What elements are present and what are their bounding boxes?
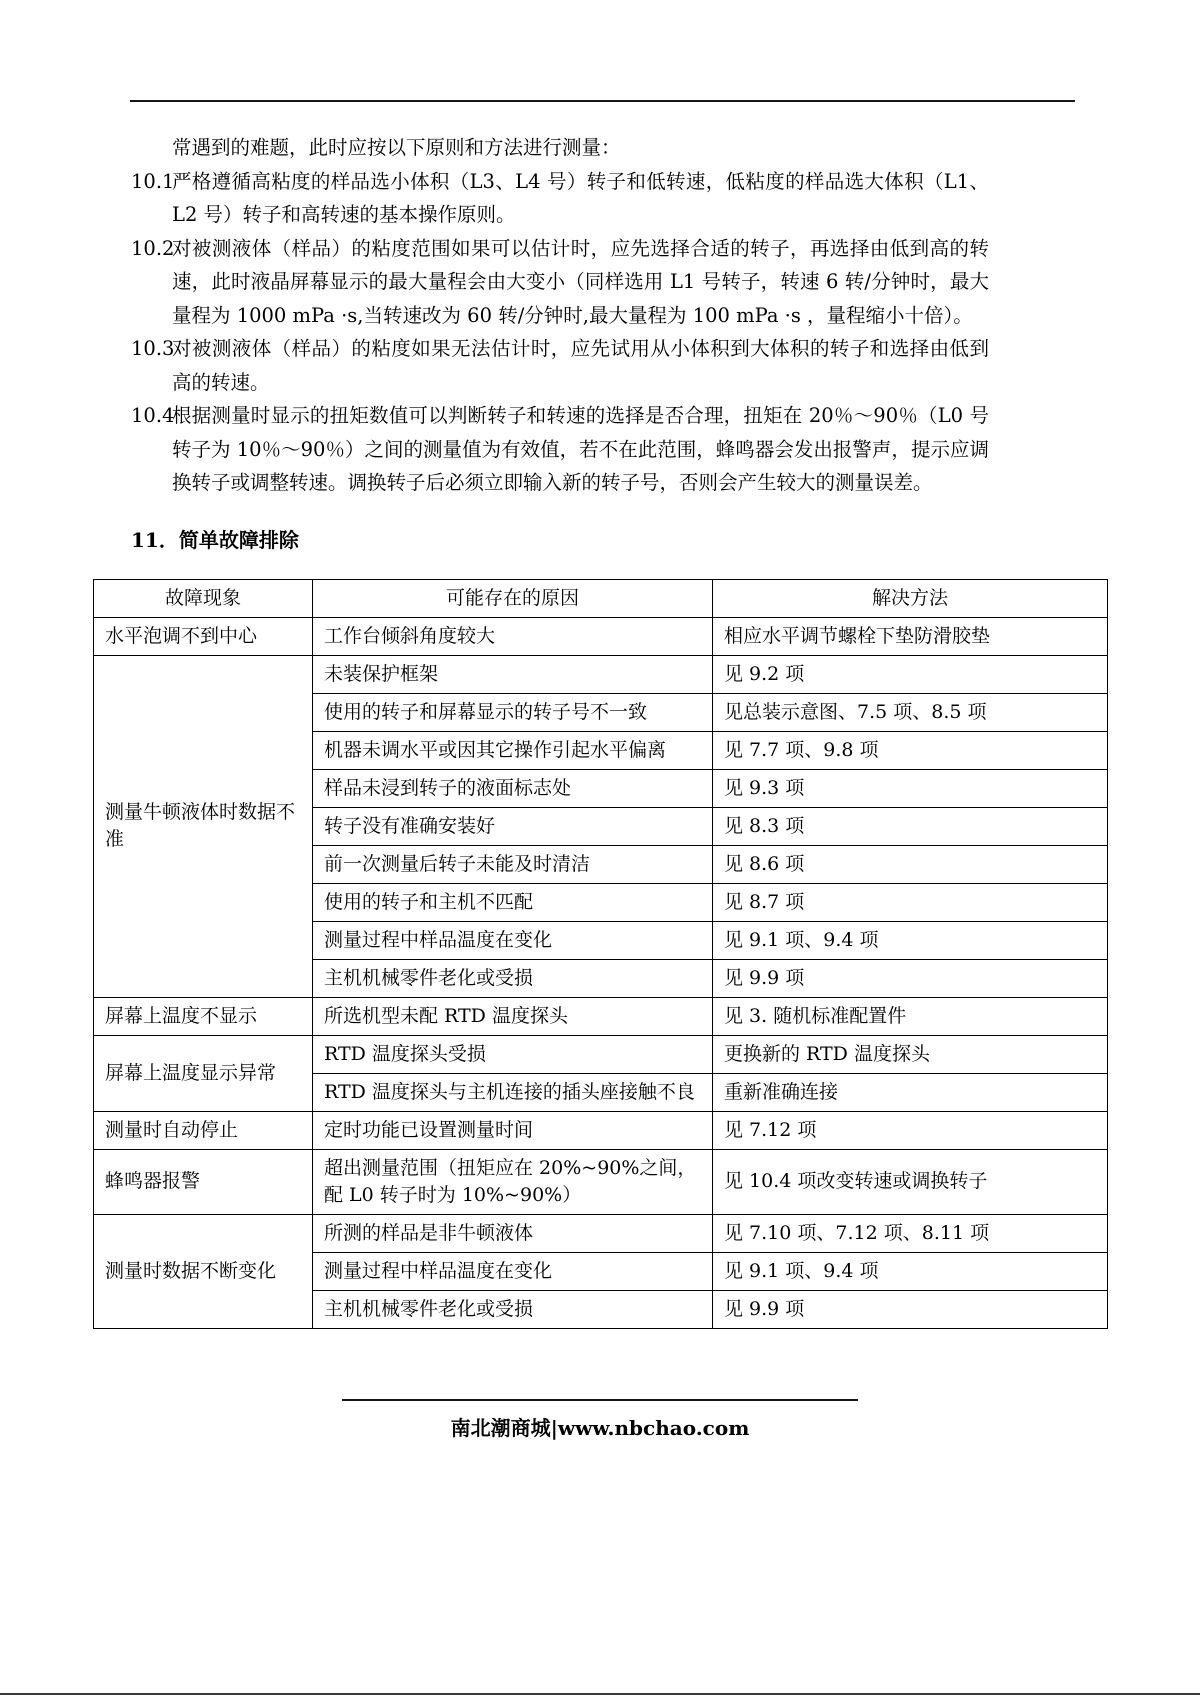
- table-row: [94, 997, 1108, 1035]
- table-cell: 见总装示意图、7.5 项、8.5 项: [713, 693, 1108, 731]
- table-cell: 蜂鸣器报警: [94, 1149, 313, 1214]
- list-item: [131, 332, 989, 399]
- table-cell: 见 7.7 项、9.8 项: [713, 731, 1108, 769]
- table-cell: 所选机型未配 RTD 温度探头: [313, 997, 713, 1035]
- footer-rule: [342, 1399, 858, 1401]
- list-item-text: 根据测量时显示的扭矩数值可以判断转子和转速的选择是否合理，扭矩在 20％～90％（L0 号转子为 10％～90％）之间的测量值为有效值，若不在此范围，蜂鸣器会发出报警声，提示应调换转子或调整转速。调换转子后必须立即输入新的转子号，否则会产生较大的测量误差。: [172, 404, 989, 494]
- table-row: [94, 1149, 1108, 1214]
- table-cell: 测量过程中样品温度在变化: [313, 1252, 713, 1290]
- table-cell: 使用的转子和主机不匹配: [313, 883, 713, 921]
- table-cell: 机器未调水平或因其它操作引起水平偏离: [313, 731, 713, 769]
- table-header-cell: 可能存在的原因: [313, 579, 713, 617]
- table-cell: 相应水平调节螺栓下垫防滑胶垫: [713, 617, 1108, 655]
- table-cell: RTD 温度探头与主机连接的插头座接触不良: [313, 1073, 713, 1111]
- table-row: [94, 1111, 1108, 1149]
- table-cell: 见 10.4 项改变转速或调换转子: [713, 1149, 1108, 1214]
- table-cell: 见 8.7 项: [713, 883, 1108, 921]
- table-cell: 见 9.9 项: [713, 959, 1108, 997]
- table-header-cell: 故障现象: [94, 579, 313, 617]
- table-cell: 工作台倾斜角度较大: [313, 617, 713, 655]
- table-cell: 屏幕上温度显示异常: [94, 1035, 313, 1111]
- list-item-number: 10.4: [131, 404, 175, 427]
- table-header-cell: 解决方法: [713, 579, 1108, 617]
- table-row: [94, 1035, 1108, 1073]
- list-item: [131, 165, 989, 232]
- list-item-text: 对被测液体（样品）的粘度如果无法估计时，应先试用从小体积到大体积的转子和选择由低到高的转速。: [172, 337, 989, 394]
- table-cell: 更换新的 RTD 温度探头: [713, 1035, 1108, 1073]
- table-cell: 见 8.3 项: [713, 807, 1108, 845]
- table-cell: 超出测量范围（扭矩应在 20%~90%之间，配 L0 转子时为 10%~90%）: [313, 1149, 713, 1214]
- table-cell: 见 3. 随机标准配置件: [713, 997, 1108, 1035]
- table-cell: 使用的转子和屏幕显示的转子号不一致: [313, 693, 713, 731]
- section-title: 11．简单故障排除: [131, 527, 299, 552]
- troubleshooting-table: [93, 579, 1108, 1329]
- table-cell: 未装保护框架: [313, 655, 713, 693]
- table-cell: 所测的样品是非牛顿液体: [313, 1214, 713, 1252]
- header-rule: [130, 100, 1075, 102]
- numbered-list: [131, 165, 989, 500]
- table-cell: 见 9.3 项: [713, 769, 1108, 807]
- list-item-number: 10.2: [131, 236, 175, 260]
- table-cell: 见 9.9 项: [713, 1290, 1108, 1328]
- table-cell: 见 9.1 项、9.4 项: [713, 921, 1108, 959]
- list-item-text: 对被测液体（样品）的粘度范围如果可以估计时，应先选择合适的转子，再选择由低到高的转速，此时液晶屏幕显示的最大量程会由大变小（同样选用 L1 号转子，转速 6 转/分钟时，最大量程为 1000 mPa ·s,当转速改为 60 转/分钟时,最大量程为 100 mPa ·s ，量程缩小十倍）。: [172, 236, 989, 327]
- footer-text: 南北潮商城|www.nbchao.com: [450, 1415, 750, 1440]
- table-cell: 测量过程中样品温度在变化: [313, 921, 713, 959]
- table-cell: 前一次测量后转子未能及时清洁: [313, 845, 713, 883]
- table-cell: 见 9.2 项: [713, 655, 1108, 693]
- table-cell: 样品未浸到转子的液面标志处: [313, 769, 713, 807]
- table-row: [94, 617, 1108, 655]
- table-cell: RTD 温度探头受损: [313, 1035, 713, 1073]
- table-cell: 见 7.12 项: [713, 1111, 1108, 1149]
- table-cell: 见 9.1 项、9.4 项: [713, 1252, 1108, 1290]
- table-cell: 测量牛顿液体时数据不准: [94, 655, 313, 997]
- table-cell: 定时功能已设置测量时间: [313, 1111, 713, 1149]
- table-cell: 水平泡调不到中心: [94, 617, 313, 655]
- table-cell: 屏幕上温度不显示: [94, 997, 313, 1035]
- table-cell: 测量时自动停止: [94, 1111, 313, 1149]
- table-cell: 见 7.10 项、7.12 项、8.11 项: [713, 1214, 1108, 1252]
- table-body: [94, 617, 1108, 1328]
- table-cell: 转子没有准确安装好: [313, 807, 713, 845]
- table-header-row: [94, 579, 1108, 617]
- list-item-number: 10.3: [131, 337, 175, 360]
- table-row: [94, 655, 1108, 693]
- list-item-number: 10.1: [131, 169, 175, 193]
- table-row: [94, 1214, 1108, 1252]
- list-item-text: 严格遵循高粘度的样品选小体积（L3、L4 号）转子和低转速，低粘度的样品选大体积（L1、L2 号）转子和高转速的基本操作原则。: [172, 169, 989, 226]
- table-cell: 测量时数据不断变化: [94, 1214, 313, 1328]
- list-item: [131, 232, 989, 333]
- page-content: [93, 0, 1107, 1443]
- page-bottom-edge-line: [0, 1693, 1200, 1695]
- table-cell: 见 8.6 项: [713, 845, 1108, 883]
- list-item: [131, 399, 989, 500]
- table-cell: 主机机械零件老化或受损: [313, 1290, 713, 1328]
- body-text: [131, 131, 989, 500]
- table-cell: 主机机械零件老化或受损: [313, 959, 713, 997]
- intro-paragraph: 常遇到的难题，此时应按以下原则和方法进行测量：: [172, 136, 621, 159]
- table-cell: 重新准确连接: [713, 1073, 1108, 1111]
